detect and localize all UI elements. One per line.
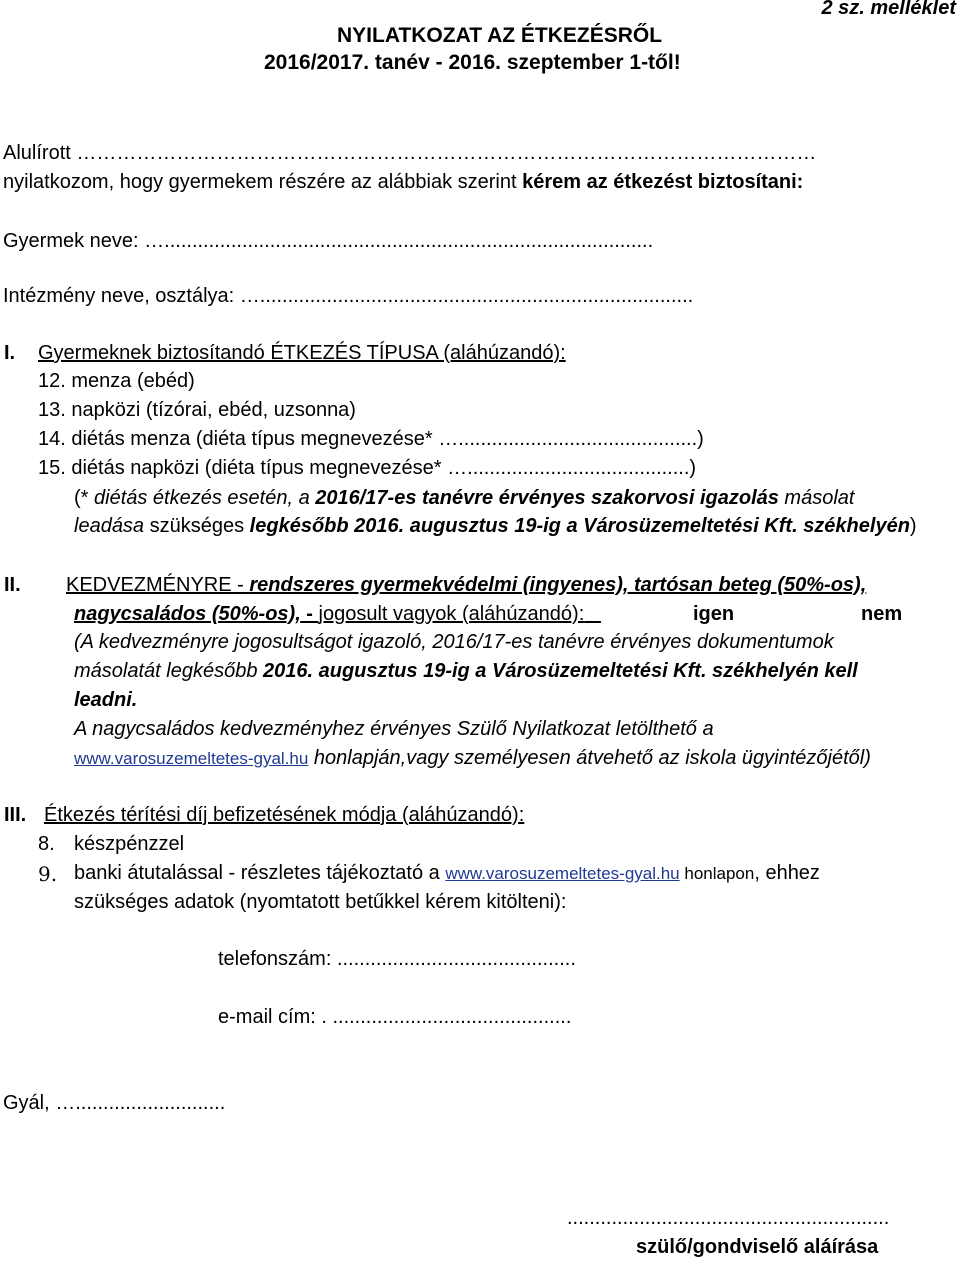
discount-note-line5 <box>74 747 871 770</box>
discount-types: rendszeres gyermekvédelmi (ingyenes), tartósan beteg (50%-os), <box>249 574 867 596</box>
signature-line[interactable]: .......................................................... <box>567 1207 890 1229</box>
meal-option-14[interactable]: 14. diétás menza (diéta típus megnevezése* …...........................................) <box>38 428 704 450</box>
discount-large-family: nagycsaládos (50%-os), <box>74 603 301 625</box>
email-field[interactable]: e-mail cím: . ........................................... <box>218 1006 572 1028</box>
institution-field[interactable]: Intézmény neve, osztálya: ….............................................................................. <box>3 285 694 307</box>
transfer-tail: , ehhez <box>754 862 820 884</box>
payment-option-cash[interactable]: készpénzzel <box>74 833 185 855</box>
section-2-number: II. <box>4 574 21 596</box>
child-name-field[interactable]: Gyermek neve: …........................................................................................ <box>3 230 654 252</box>
discount-note-deadline: 2016. augusztus 19-ig a Városüzemeltetési Kft. székhelyén kell <box>263 660 858 682</box>
annex-label: 2 sz. melléklet <box>821 0 956 19</box>
diet-note-close: ) <box>909 515 917 537</box>
section-2-line2 <box>74 603 601 626</box>
option-no[interactable]: nem <box>861 603 903 625</box>
payment-option-9-number: 9. <box>38 862 58 886</box>
discount-note-line4: A nagycsaládos kedvezményhez érvényes Szülő Nyilatkozat letölthető a <box>74 718 714 740</box>
section-1-heading: Gyermeknek biztosítandó ÉTKEZÉS TÍPUSA (aláhúzandó): <box>38 342 566 364</box>
discount-dash: - <box>300 603 319 625</box>
meal-option-13[interactable]: 13. napközi (tízórai, ebéd, uzsonna) <box>38 399 356 421</box>
intro-undersigned: Alulírott ………………………………………………………………………………………………… <box>3 142 817 164</box>
diet-note-line2 <box>74 515 917 538</box>
transfer-required-data: szükséges adatok (nyomtatott betűkkel kérem kitölteni): <box>74 891 567 913</box>
website-link[interactable]: www.varosuzemeltetes-gyal.hu <box>74 749 309 768</box>
discount-note-copy: másolatát legkésőbb <box>74 660 264 682</box>
payment-option-transfer[interactable] <box>74 862 820 885</box>
section-1-number: I. <box>4 342 16 364</box>
discount-note-tail: honlapján,vagy személyesen átvehető az iskola ügyintézőjétől) <box>308 747 871 769</box>
meal-option-12[interactable]: 12. menza (ebéd) <box>38 370 195 392</box>
discount-note-line1: (A kedvezményre jogosultságot igazoló, 2016/17-es tanévre érvényes dokumentumok <box>74 631 834 653</box>
discount-label: KEDVEZMÉNYRE - <box>66 574 250 596</box>
diet-note-line1 <box>74 487 854 510</box>
option-yes[interactable]: igen <box>693 603 735 625</box>
website-link-2[interactable]: www.varosuzemeltetes-gyal.hu <box>445 864 680 883</box>
signature-label: szülő/gondviselő aláírása <box>636 1236 879 1258</box>
intro-declaration-bold: kérem az étkezést biztosítani: <box>522 171 804 193</box>
diet-note-submit: leadása <box>74 515 145 537</box>
diet-note-tail: másolat <box>778 487 855 509</box>
section-2-line1 <box>66 574 866 597</box>
transfer-text: banki átutalással - részletes tájékoztató a <box>74 862 446 884</box>
discount-eligible: jogosult vagyok (aláhúzandó): <box>318 603 585 625</box>
discount-note-line2 <box>74 660 858 683</box>
document-subtitle: 2016/2017. tanév - 2016. szeptember 1-től! <box>264 51 681 74</box>
document-title: NYILATKOZAT AZ ÉTKEZÉSRŐL <box>337 24 663 47</box>
discount-note-line3: leadni. <box>74 689 138 711</box>
diet-note-required: szükséges <box>144 515 250 537</box>
intro-declaration-text: nyilatkozom, hogy gyermekem részére az alábbiak szerint <box>3 171 523 193</box>
diet-note-bold: 2016/17-es tanévre érvényes szakorvosi igazolás <box>315 487 779 509</box>
payment-option-8-number: 8. <box>38 833 55 855</box>
intro-declaration <box>3 171 803 194</box>
meal-option-15[interactable]: 15. diétás napközi (diéta típus megnevezése* …........................................) <box>38 457 697 479</box>
place-date-field[interactable]: Gyál, …........................... <box>3 1092 226 1114</box>
section-3-heading: Étkezés térítési díj befizetésének módja (aláhúzandó): <box>44 804 525 826</box>
diet-note-deadline: legkésőbb 2016. augusztus 19-ig a Városüzemeltetési Kft. székhelyén <box>249 515 910 537</box>
diet-note-open: (* <box>74 487 94 509</box>
diet-note-italic: diétás étkezés esetén, a <box>94 487 316 509</box>
phone-field[interactable]: telefonszám: ........................................... <box>218 948 576 970</box>
transfer-site-word: honlapon <box>679 864 755 883</box>
section-3-number: III. <box>4 804 27 826</box>
